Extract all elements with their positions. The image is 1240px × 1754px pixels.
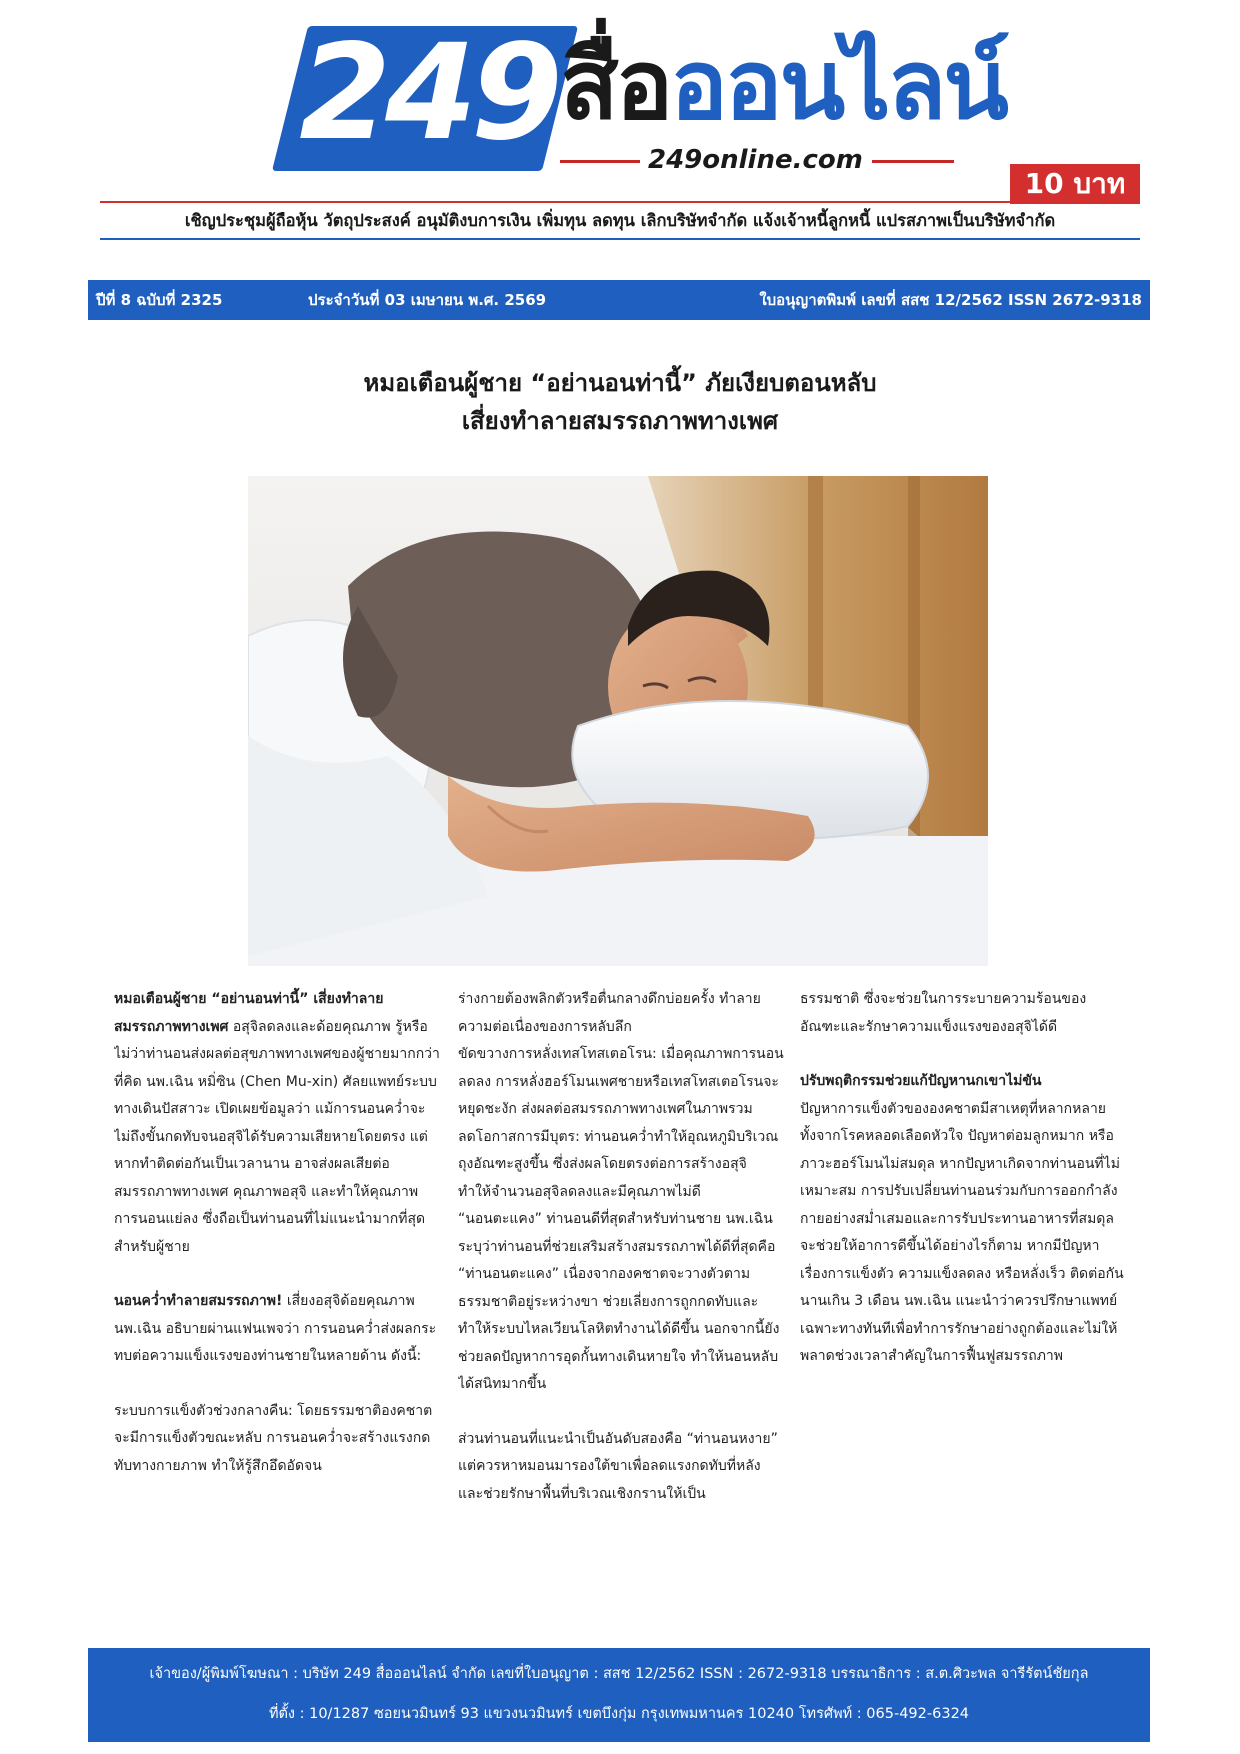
article-lead-text: อสุจิลดลงและด้อยคุณภาพ รู้หรือไม่ว่าท่านอนส่งผลต่อสุขภาพทางเพศของผู้ชายมากกว่าที่คิด นพ.เฉิน หมิ่ซิน (Chen Mu-xin) ศัลยแพทย์ระบบทางเดินปัสสาวะ เปิดเผยข้อมูลว่า แม้การนอนคว่ำจะไม่ถึงขั้นกดทับจนอสุจิได้รับความเสียหายโดยตรง แต่หากทำติดต่อกันเป็นเวลานาน อาจส่งผลเสียต่อสมรรถภาพทางเพศ คุณภาพอสุจิ และทำให้คุณภาพการนอนแย่ลง ซึ่งถือเป็นท่านอนที่ไม่แนะนำมากที่สุดสำหรับผู้ชาย (114, 1018, 440, 1255)
footer-publisher: เจ้าของ/ผู้พิมพ์โฆษณา : บริษัท 249 สื่อออนไลน์ จำกัด เลขที่ใบอนุญาต : สสช 12/2562 ISSN : 2672-9318 บรรณาธิการ : ส.ต.ศิวะพล จารีรัตน์ชัยกุล (149, 1666, 1089, 1682)
price-badge: 10 บาท (1010, 164, 1140, 204)
masthead (0, 0, 1240, 250)
article-paragraph: ลดโอกาสการมีบุตร: ท่านอนคว่ำทำให้อุณหภูมิบริเวณถุงอัณฑะสูงขึ้น ซึ่งส่งผลโดยตรงต่อการสร้างอสุจิ ทำให้จำนวนอสุจิลดลงและมีคุณภาพไม่ดี (458, 1128, 779, 1200)
logo-wordmark-first: สื่อ (560, 29, 671, 141)
headline-line-2: เสี่ยงทำลายสมรรถภาพทางเพศ (461, 407, 779, 435)
masthead-rule-blue (100, 238, 1140, 240)
logo-wordmark-rest: ออนไลน์ (670, 29, 1006, 141)
article-paragraph: ปัญหาการแข็งตัวขององคชาตมีสาเหตุที่หลากหลาย ทั้งจากโรคหลอดเลือดหัวใจ ปัญหาต่อมลูกหมาก หรือภาวะฮอร์โมนไม่สมดุล หากปัญหาเกิดจากท่านอนที่ไม่เหมาะสม การปรับเปลี่ยนท่านอนร่วมกับการออกกำลังกายอย่างสม่ำเสมอและการรับประทานอาหารที่สมดุลจะช่วยให้อาการดีขึ้นได้อย่างไรก็ตาม หากมีปัญหาเรื่องการแข็งตัว ความแข็งลดลง หรือหลั่งเร็ว ติดต่อกันนานเกิน 3 เดือน นพ.เฉิน แนะนำว่าควรปรึกษาแพทย์เฉพาะทางทันทีเพื่อทำการรักษาอย่างถูกต้องและไม่ให้พลาดช่วงเวลาสำคัญในการฟื้นฟูสมรรถภาพ (800, 1100, 1124, 1364)
article-column-3 (800, 986, 1126, 1596)
article-paragraph: ส่วนท่านอนที่แนะนำเป็นอันดับสองคือ “ท่านอนหงาย” แต่ควรหาหมอนมารองใต้ขาเพื่อลดแรงกดทับที่หลังและช่วยรักษาพื้นที่บริเวณเชิงกรานให้เป็น (458, 1430, 778, 1502)
headline (170, 364, 1070, 440)
article-paragraph: ขัดขวางการหลั่งเทสโทสเตอโรน: เมื่อคุณภาพการนอนลดลง การหลั่งฮอร์โมนเพศชายหรือเทสโทสเตอโรนจะหยุดชะงัก ส่งผลต่อสมรรถภาพทางเพศในภาพรวม (458, 1046, 784, 1117)
article-lead-bold: หมอเตือนผู้ชาย “อย่านอนท่านี้” เสี่ยงทำลายสมรรถภาพทางเพศ (114, 991, 384, 1035)
footer-address: ที่ตั้ง : 10/1287 ซอยนวมินทร์ 93 แขวงนวมินทร์ เขตบึงกุ่ม กรุงเทพมหานคร 10240 โทรศัพท์ : 065-492-6324 (268, 1706, 970, 1722)
masthead-rule-red (100, 201, 1140, 203)
sleeping-man-photo (248, 476, 988, 966)
issue-bar (88, 280, 1150, 320)
headline-line-1: หมอเตือนผู้ชาย “อย่านอนท่านี้” ภัยเงียบตอนหลับ (363, 369, 877, 397)
footer (88, 1648, 1150, 1742)
issue-license: ใบอนุญาตพิมพ์ เลขที่ สสช 12/2562 ISSN 2672-9318 (759, 291, 1142, 309)
services-tagline: เชิญประชุมผู้ถือหุ้น วัตถุประสงค์ อนุมัติงบการเงิน เพิ่มทุน ลดทุน เลิกบริษัทจำกัด แจ้งเจ้าหนี้ลูกหนี้ แปรสภาพเป็นบริษัทจำกัด (184, 211, 1056, 230)
article-subheading-2: ปรับพฤติกรรมช่วยแก้ปัญหานกเขาไม่ขัน (800, 1073, 1042, 1089)
logo-domain: 249online.com (648, 145, 863, 175)
photo-illustration (248, 476, 988, 966)
logo-wordmark (560, 30, 1006, 140)
article-column-2 (458, 986, 784, 1596)
logo-number: 249 (299, 16, 557, 170)
article-lead (114, 986, 440, 1261)
article-subheading-1-text: เสี่ยงอสุจิด้อยคุณภาพ (282, 1293, 415, 1309)
article-paragraph: ธรรมชาติ ซึ่งจะช่วยในการระบายความร้อนของอัณฑะและรักษาความแข็งแรงของอสุจิได้ดี (800, 991, 1087, 1035)
article-subheading-1-bold: นอนคว่ำทำลายสมรรถภาพ! (114, 1293, 283, 1309)
article-paragraph: นพ.เฉิน อธิบายผ่านแฟนเพจว่า การนอนคว่ำส่งผลกระทบต่อความแข็งแรงของท่านชายในหลายด้าน ดังนี้: (114, 1320, 437, 1364)
logo-rule-left (560, 160, 640, 163)
logo-rule-right (872, 160, 954, 163)
issue-date: ประจำวันที่ 03 เมษายน พ.ศ. 2569 (308, 291, 547, 309)
article-column-1 (114, 986, 440, 1596)
article-paragraph: ร่างกายต้องพลิกตัวหรือตื่นกลางดึกบ่อยครั้ง ทำลายความต่อเนื่องของการหลับลึก (458, 991, 761, 1035)
article-subheading-1 (114, 1288, 440, 1316)
issue-number: ปีที่ 8 ฉบับที่ 2325 (96, 291, 223, 309)
article-paragraph: ระบบการแข็งตัวช่วงกลางคืน: โดยธรรมชาติองคชาตจะมีการแข็งตัวขณะหลับ การนอนคว่ำจะสร้างแรงกดทับทางกายภาพ ทำให้รู้สึกอึดอัดจน (114, 1402, 433, 1474)
article-paragraph: “นอนตะแคง” ท่านอนดีที่สุดสำหรับท่านชาย นพ.เฉิน ระบุว่าท่านอนที่ช่วยเสริมสร้างสมรรถภาพได้ดีที่สุดคือ “ท่านอนตะแคง” เนื่องจากองคชาตจะวางตัวตามธรรมชาติอยู่ระหว่างขา ช่วยเลี่ยงการถูกกดทับและทำให้ระบบไหลเวียนโลหิตทำงานได้ดีขึ้น นอกจากนี้ยังช่วยลดปัญหาการอุดกั้นทางเดินหายใจ ทำให้นอนหลับได้สนิทมากขึ้น (458, 1211, 780, 1392)
